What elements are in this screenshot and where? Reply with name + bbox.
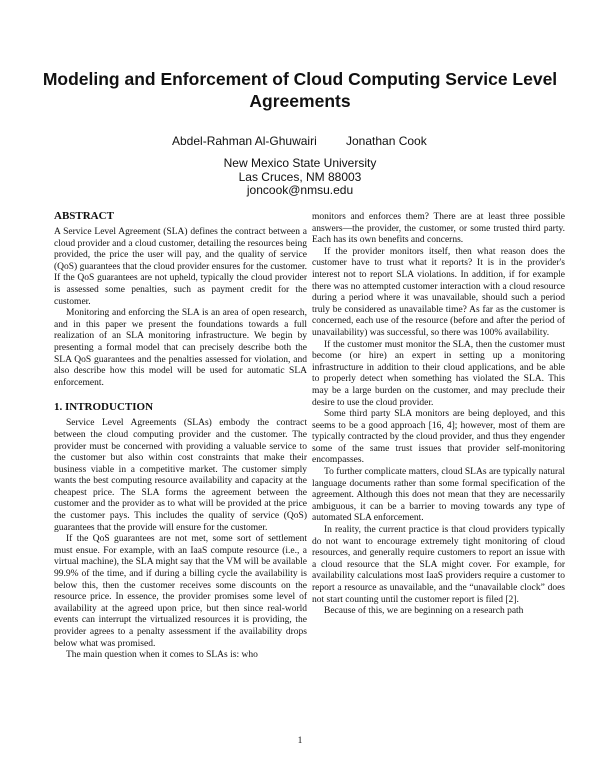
- author-name: Abdel-Rahman Al-Ghuwairi: [172, 134, 317, 148]
- affiliation-university: New Mexico State University: [223, 156, 377, 170]
- author-email: joncook@nmsu.edu: [246, 183, 354, 197]
- affiliation-city: Las Cruces, NM 88003: [238, 169, 362, 184]
- body-paragraph: The main question when it comes to SLAs is: who: [66, 650, 258, 661]
- body-paragraph: To further complicate matters, cloud SLAs are typically natural language documents rather than some formal specification of the agreement. Although this does not mean that they are necessarily ambiguous, it can be a barrier to moving towards any type of automated SLA enforcement.: [312, 467, 565, 524]
- abstract-paragraph: Monitoring and enforcing the SLA is an area of open research, and in this paper we present the foundations towards a full realization of an SLA monitoring infrastructure. We begin by presenting a formal model that can precisely describe both the SLA QoS guarantees and the penalties assessed for violation, and also describe how this model will be used for automatic SLA enforcement.: [54, 308, 307, 388]
- left-column: [54, 210, 307, 662]
- body-paragraph: In reality, the current practice is that cloud providers typically do not want to encourage extremely tight monitoring of cloud resources, and generally require customers to report an issue with a cloud resource that the SLA might cover. For example, for availability calculations most IaaS providers require a customer to report a resource as unavailable, and the “unavailable clock” does not start counting until the customer report is filed [2].: [312, 525, 565, 605]
- section-heading-introduction: 1. INTRODUCTION: [54, 401, 154, 414]
- body-paragraph: Because of this, we are beginning on a research path: [324, 606, 524, 617]
- body-paragraph: If the provider monitors itself, then what reason does the customer have to trust what it reports? It is in the provider's interest not to report SLA violations. In addition, if for example there was no attempted customer interaction with a cloud resource during a period where it was unavailable, should such a period truly be considered as unavailable time? As far as the customer is concerned, each use of the resource (before and after the period of unavailability) was successful, so there was 100% availability.: [312, 246, 565, 338]
- body-paragraph: Some third party SLA monitors are being deployed, and this seems to be a good approach [16, 4]; however, most of them are typically contracted by the cloud provider, and thus they engender some of the same trust issues that provider self-monitoring encompasses.: [312, 409, 565, 466]
- author-name: Jonathan Cook: [346, 134, 427, 148]
- affiliation-block: [40, 157, 560, 198]
- body-paragraph: If the customer must monitor the SLA, then the customer must become (or hire) an expert in setting up a monitoring infrastructure in addition to their cloud applications, and be able to properly detect when something has violated the SLA. This may be a large burden on the customer, and may preclude their desire to use the cloud provider.: [312, 339, 565, 408]
- body-paragraph: monitors and enforces them? There are at least three possible answers—the provider, the customer, or some trusted third party. Each has its own benefits and concerns.: [312, 212, 565, 246]
- abstract-paragraph: A Service Level Agreement (SLA) defines the contract between a cloud provider and a cloud customer, detailing the resources being provided, the price the user will pay, and the quality of service (QoS) guarantees that the cloud provider ensures for the customer. If the QoS guarantees are not upheld, typically the cloud provider is assessed some penalties, such as payment credit for the customer.: [54, 227, 307, 307]
- page-number: 1: [297, 736, 303, 746]
- paper-title: Modeling and Enforcement of Cloud Computing Service Level Agreements: [42, 69, 558, 111]
- right-column: [312, 212, 565, 618]
- abstract-heading: ABSTRACT: [54, 210, 114, 222]
- body-paragraph: Service Level Agreements (SLAs) embody the contract between the cloud computing provider and the customer. The provider must be concerned with providing a valuable service to the customer but also within cost constraints that make their business viable in a competitive market. The customer simply wants the best computing resource availability and capacity at the cheapest price. The SLA forms the agreement between the customer and the provider as to what will be provided at the price the customer pays. This includes the quality of service (QoS) guarantees that the provide will ensure for the customer.: [54, 418, 307, 533]
- body-paragraph: If the QoS guarantees are not met, some sort of settlement must ensue. For example, with an IaaS compute resource (i.e., a virtual machine), the SLA might say that the VM will be available 99.9% of the time, and if during a billing cycle the availability is below this, then the customer receives some discounts on the resource price. In essence, the provider promises some level of availability at the agreed upon price, but then since real-world events can interrupt the virtualized resources it is providing, the provider agrees to a penalty assessment if the availability drops below what was promised.: [54, 534, 307, 649]
